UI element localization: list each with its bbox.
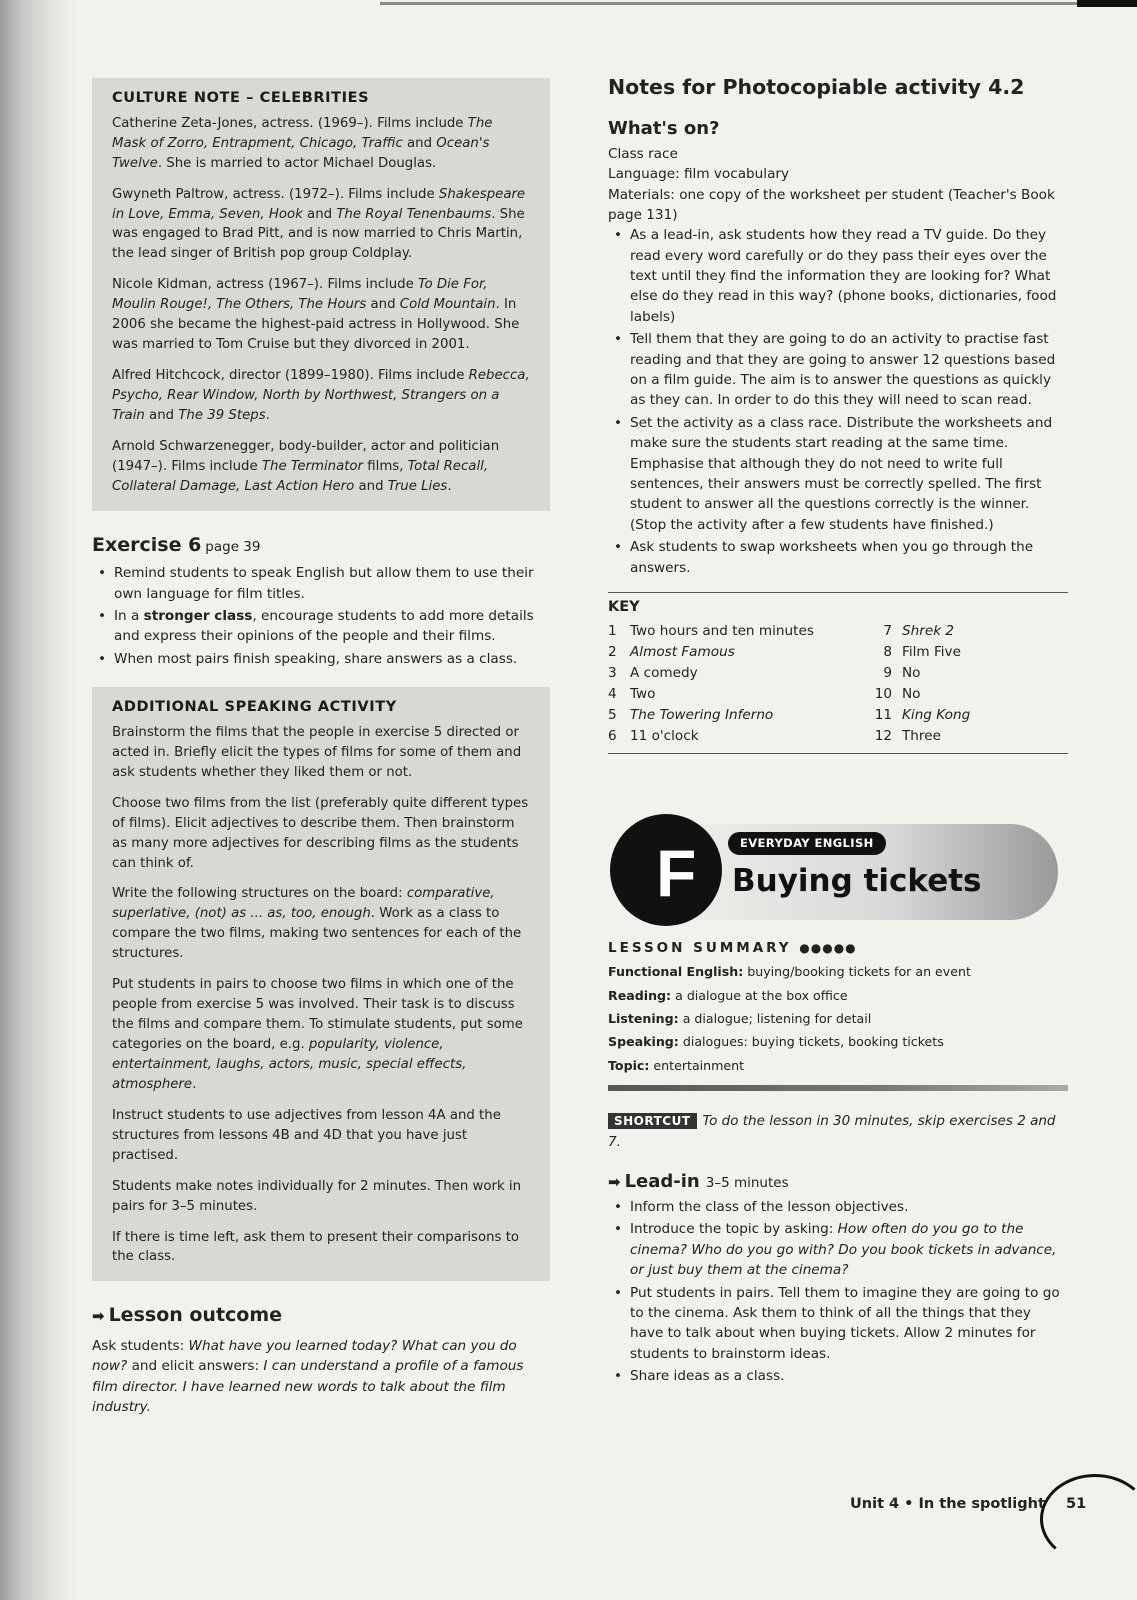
entry-text: Nicole Kidman, actress (1967–). Films include bbox=[112, 277, 419, 293]
entry-text: and bbox=[302, 206, 337, 222]
lesson-title: Buying tickets bbox=[732, 863, 982, 900]
key-number: 8 bbox=[883, 643, 892, 660]
key-number: 1 bbox=[608, 622, 617, 639]
key-answer: Shrek 2 bbox=[902, 622, 955, 639]
page-number: 51 bbox=[1066, 1496, 1087, 1512]
key-row bbox=[608, 621, 838, 642]
right-column bbox=[608, 72, 1068, 1405]
difficulty-dots-icon: ●●●●● bbox=[799, 941, 857, 956]
lead-in-heading bbox=[608, 1168, 1068, 1195]
top-rule bbox=[380, 2, 1137, 5]
culture-note-entry bbox=[112, 275, 530, 355]
summary-text: buying/booking tickets for an event bbox=[743, 964, 971, 980]
entry-text: . In 2006 she became the highest-paid actress in Hollywood. She was married to Tom Cruise but they divorced in 2001. bbox=[112, 297, 520, 353]
notes-heading: Notes for Photocopiable activity 4.2 bbox=[608, 75, 1025, 99]
list-item: • Inform the class of the lesson objectives. bbox=[608, 1197, 1068, 1217]
key-row bbox=[866, 663, 1068, 684]
culture-note-entry bbox=[112, 437, 530, 497]
entry-text: Alfred Hitchcock, director (1899–1980). Films include bbox=[112, 368, 469, 384]
entry-text: films, bbox=[363, 458, 408, 474]
key-number: 3 bbox=[608, 664, 617, 681]
outcome-title: Lesson outcome bbox=[108, 1304, 283, 1327]
culture-note-box bbox=[92, 78, 550, 511]
entry-text: and bbox=[354, 478, 388, 494]
key-answer: The Towering Inferno bbox=[630, 706, 774, 723]
activity-paragraph bbox=[112, 975, 530, 1095]
entry-films: The Royal Tenenbaums bbox=[336, 206, 492, 222]
activity-title: What's on? bbox=[608, 117, 720, 139]
list-item: • As a lead-in, ask students how they read a TV guide. Do they read every word carefully or do they pass their eyes over the text until they find the information they are looking for? What else do they read in this way? (phone books, dictionaries, food labels) bbox=[608, 225, 1068, 327]
summary-line bbox=[608, 1054, 1068, 1077]
entry-text: and bbox=[402, 135, 437, 151]
summary-label: Listening: bbox=[608, 1010, 679, 1026]
arrow-icon: ➡ bbox=[92, 1307, 105, 1326]
activity-paragraph: If there is time left, ask them to present their comparisons to the class. bbox=[112, 1229, 520, 1265]
activity-paragraph: Brainstorm the films that the people in exercise 5 directed or acted in. Briefly elicit the types of films for some of them and ask students whether they liked them or not. bbox=[112, 724, 522, 780]
speaking-activity-box bbox=[92, 687, 550, 1281]
activity-paragraph: Instruct students to use adjectives from lesson 4A and the structures from lessons 4B and 4D that you have just practised. bbox=[112, 1107, 501, 1163]
bullet-text: , encourage students to add more details and express their opinions of the people and their films. bbox=[114, 607, 534, 645]
key-number: 9 bbox=[883, 664, 892, 681]
shortcut-text: To do the lesson in 30 minutes, skip exercises 2 and 7. bbox=[608, 1112, 1056, 1151]
culture-note-entry bbox=[112, 366, 530, 426]
lesson-banner bbox=[608, 810, 1068, 930]
summary-label: Functional English: bbox=[608, 964, 744, 980]
key-number: 11 bbox=[874, 706, 892, 723]
list-item: • Ask students to swap worksheets when you go through the answers. bbox=[608, 537, 1068, 578]
summary-text: a dialogue at the box office bbox=[671, 987, 848, 1003]
entry-films: Ocean's Twelve bbox=[112, 135, 490, 171]
materials-line: Materials: one copy of the worksheet per student (Teacher's Book page 131) bbox=[608, 186, 1055, 223]
key-number: 10 bbox=[874, 685, 892, 702]
entry-films: The Terminator bbox=[261, 458, 364, 474]
key-number: 5 bbox=[608, 706, 617, 723]
arrow-icon: ➡ bbox=[608, 1173, 621, 1191]
lead-in-duration: 3–5 minutes bbox=[705, 1175, 789, 1191]
section-tag: EVERYDAY ENGLISH bbox=[728, 832, 886, 855]
bullet-italic: How often do you go to the cinema? Who do you go with? Do you book tickets in advance, or just buy them at the cinema? bbox=[630, 1221, 1057, 1279]
entry-text: Arnold Schwarzenegger, body-builder, actor and politician (1947–). Films include bbox=[112, 438, 500, 474]
shortcut-badge: SHORTCUT bbox=[608, 1113, 697, 1129]
key-row bbox=[866, 684, 1068, 705]
key-answer: No bbox=[902, 664, 921, 681]
entry-text: . She was engaged to Brad Pitt, and is now married to Chris Martin, the lead singer of British pop group Coldplay. bbox=[112, 206, 525, 262]
key-row bbox=[608, 663, 838, 684]
page-number-arc bbox=[1040, 1474, 1137, 1564]
key-answer: Two bbox=[630, 685, 656, 702]
lesson-letter: F bbox=[656, 836, 697, 911]
lead-in-list bbox=[608, 1197, 1068, 1387]
page-spine-shadow bbox=[0, 0, 78, 1600]
activity-paragraph bbox=[112, 884, 530, 964]
language-line: Language: film vocabulary bbox=[608, 166, 790, 183]
summary-line bbox=[608, 1030, 1068, 1053]
key-answer: Three bbox=[902, 728, 941, 745]
outcome-text: and elicit answers: bbox=[127, 1358, 264, 1375]
exercise-6-heading bbox=[92, 531, 550, 560]
para-text: . Work as a class to compare the two films, making two sentences for each of the structures. bbox=[112, 906, 522, 962]
entry-films: The 39 Steps bbox=[178, 407, 266, 423]
para-text: Put students in pairs to choose two films in which one of the people from exercise 5 was involved. Their task is to discuss the films and compare them. To stimulate students, put some categories on the board, e.g. bbox=[112, 977, 523, 1053]
list-item: • Put students in pairs. Tell them to imagine they are going to go to the cinema. Ask them to think of all the things that they have to talk about when buying tickets. Allow 2 minutes for students to brainstorm ideas. bbox=[608, 1283, 1068, 1365]
entry-text: and bbox=[144, 407, 179, 423]
culture-note-entry bbox=[112, 185, 530, 265]
key-answer: 11 o'clock bbox=[630, 728, 699, 745]
list-item bbox=[92, 563, 550, 604]
entry-films: Cold Mountain bbox=[399, 297, 496, 313]
class-race-label: Class race bbox=[608, 145, 678, 162]
entry-films: Shakespeare in Love, Emma, Seven, Hook bbox=[112, 186, 526, 222]
entry-films: True Lies bbox=[387, 478, 448, 494]
key-answer: Two hours and ten minutes bbox=[630, 622, 814, 639]
key-row bbox=[608, 684, 838, 705]
summary-line bbox=[608, 1007, 1068, 1030]
summary-label: Topic: bbox=[608, 1057, 650, 1073]
para-italic: popularity, violence, entertainment, laughs, actors, music, special effects, atmosphere bbox=[112, 1037, 467, 1092]
entry-text: . bbox=[265, 407, 270, 423]
summary-line bbox=[608, 960, 1068, 983]
key-row bbox=[866, 705, 1068, 726]
key-column-right bbox=[838, 621, 1068, 747]
key-number: 6 bbox=[608, 728, 617, 745]
lesson-summary-heading bbox=[608, 938, 1068, 958]
list-item bbox=[92, 649, 550, 669]
entry-films: Rebecca, Psycho, Rear Window, North by Northwest, Strangers on a Train bbox=[112, 368, 530, 423]
entry-films: To Die For, Moulin Rouge!, The Others, The Hours bbox=[112, 277, 488, 313]
bullet-text: Introduce the topic by asking: bbox=[630, 1221, 838, 1238]
lesson-outcome-heading bbox=[92, 1301, 550, 1330]
key-answer: Almost Famous bbox=[630, 643, 735, 660]
entry-films: Total Recall, Collateral Damage, Last Action Hero bbox=[112, 458, 489, 494]
summary-divider bbox=[608, 1085, 1068, 1091]
speaking-activity-title: ADDITIONAL SPEAKING ACTIVITY bbox=[112, 699, 397, 716]
lead-in-title: Lead-in bbox=[624, 1171, 700, 1192]
summary-text: dialogues: buying tickets, booking tickets bbox=[678, 1034, 944, 1050]
outcome-italic: I can understand a profile of a famous film director. I have learned new words to talk about the film industry. bbox=[92, 1358, 524, 1416]
activity-paragraph: Choose two films from the list (preferably quite different types of films). Elicit adjectives to describe them. Then brainstorm as many more adjectives for describing films as the students can think of. bbox=[112, 795, 529, 871]
top-rule-accent bbox=[1077, 0, 1137, 7]
key-grid bbox=[608, 621, 1068, 747]
summary-label: Speaking: bbox=[608, 1034, 679, 1050]
list-item: • Set the activity as a class race. Distribute the worksheets and make sure the students start reading at the same time. Emphasise that although they do not need to write full sentences, their answers must be correctly spelled. The first student to answer all the questions correctly is the winner. (Stop the activity after a few students have finished.) bbox=[608, 413, 1068, 535]
exercise-title: Exercise 6 bbox=[92, 533, 202, 556]
para-italic: comparative, superlative, (not) as ... as, too, enough bbox=[112, 886, 495, 922]
summary-text: entertainment bbox=[649, 1057, 745, 1073]
para-text: . bbox=[192, 1076, 197, 1092]
bullet-bold: stronger class bbox=[143, 607, 253, 624]
key-row bbox=[608, 642, 838, 663]
summary-label: Reading: bbox=[608, 987, 672, 1003]
key-number: 12 bbox=[874, 728, 892, 745]
shortcut-note bbox=[608, 1111, 1068, 1154]
answer-key bbox=[608, 592, 1068, 754]
entry-text: . She is married to actor Michael Douglas. bbox=[157, 155, 437, 171]
entry-text: Gwyneth Paltrow, actress. (1972–). Films include bbox=[112, 186, 439, 202]
left-column bbox=[92, 78, 550, 1417]
culture-note-entry bbox=[112, 114, 530, 174]
key-number: 7 bbox=[883, 622, 892, 639]
lesson-outcome-text bbox=[92, 1336, 550, 1418]
list-item: • Share ideas as a class. bbox=[608, 1366, 1068, 1386]
entry-films: The Mask of Zorro, Entrapment, Chicago, Traffic bbox=[112, 115, 493, 151]
key-number: 4 bbox=[608, 685, 617, 702]
summary-text: a dialogue; listening for detail bbox=[678, 1010, 872, 1026]
list-item: • Tell them that they are going to do an activity to practise fast reading and that they are going to answer 12 questions based on a film guide. The aim is to answer the questions as quickly as they can. In order to do this they will need to scan read. bbox=[608, 329, 1068, 411]
exercise-6-list bbox=[92, 563, 550, 669]
key-answer: Film Five bbox=[902, 643, 961, 660]
key-answer: King Kong bbox=[902, 706, 971, 723]
key-row bbox=[866, 642, 1068, 663]
entry-text: Catherine Zeta-Jones, actress. (1969–). Films include bbox=[112, 115, 468, 131]
page-footer: Unit 4 • In the spotlight bbox=[850, 1496, 1045, 1512]
list-item bbox=[608, 1219, 1068, 1280]
summary-title: LESSON SUMMARY bbox=[608, 940, 792, 957]
activity-paragraph: Students make notes individually for 2 minutes. Then work in pairs for 3–5 minutes. bbox=[112, 1178, 522, 1214]
key-row bbox=[866, 621, 1068, 642]
key-answer: No bbox=[902, 685, 921, 702]
outcome-italic: What have you learned today? What can you do now? bbox=[92, 1337, 517, 1375]
key-row bbox=[866, 726, 1068, 747]
key-number: 2 bbox=[608, 643, 617, 660]
list-item bbox=[92, 606, 550, 647]
key-row bbox=[608, 705, 838, 726]
key-row bbox=[608, 726, 838, 747]
entry-text: and bbox=[366, 297, 400, 313]
notes-list bbox=[608, 225, 1068, 578]
outcome-text: Ask students: bbox=[92, 1337, 189, 1354]
summary-line bbox=[608, 984, 1068, 1007]
key-column-left bbox=[608, 621, 838, 747]
bullet-text: When most pairs finish speaking, share answers as a class. bbox=[114, 650, 518, 667]
key-answer: A comedy bbox=[630, 664, 698, 681]
bullet-text: In a bbox=[114, 607, 144, 624]
para-text: Write the following structures on the board: bbox=[112, 886, 407, 902]
exercise-page: page 39 bbox=[205, 538, 261, 555]
entry-text: . bbox=[447, 478, 452, 494]
bullet-text: Remind students to speak English but allow them to use their own language for film titles. bbox=[114, 565, 534, 602]
key-title: KEY bbox=[608, 598, 640, 615]
culture-note-title: CULTURE NOTE – CELEBRITIES bbox=[112, 90, 370, 106]
